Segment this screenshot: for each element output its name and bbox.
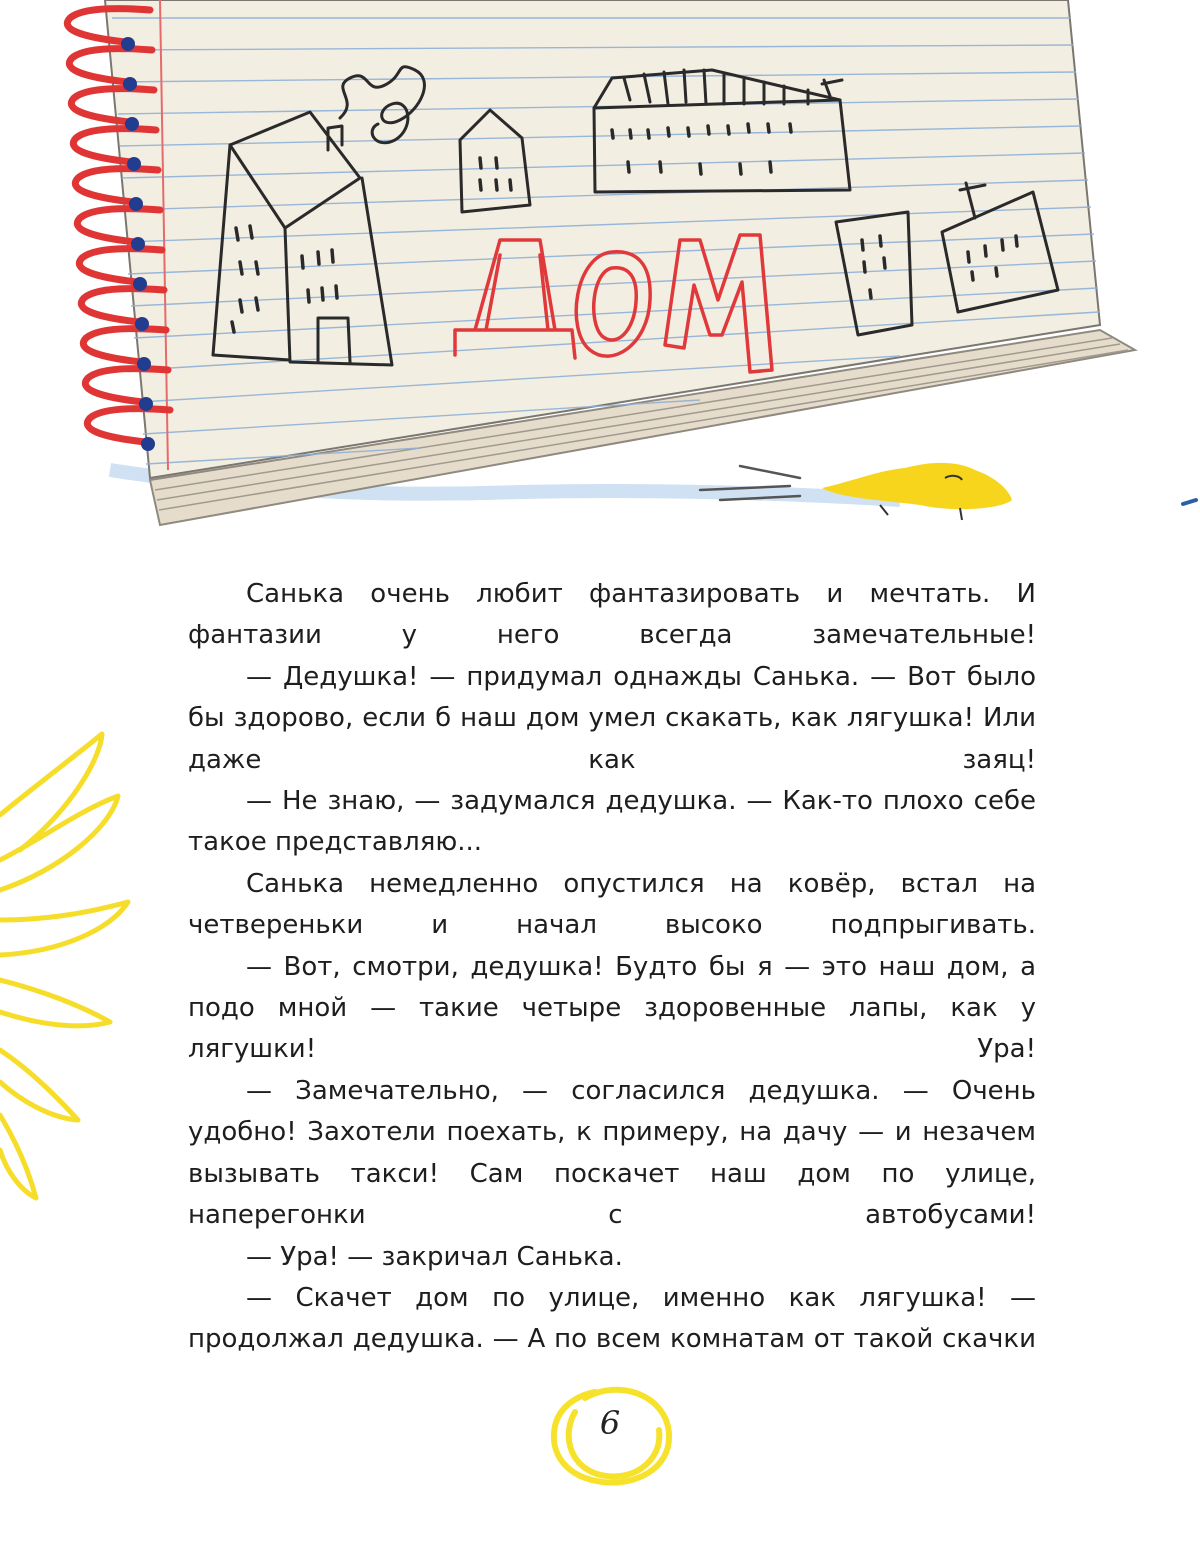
yellow-plane — [822, 463, 1012, 520]
paragraph: — Скачет дом по улице, именно как лягушка! — продолжал дедушка. — А по всем комнатам от такой скачки — [188, 1282, 1036, 1355]
notebook-illustration — [0, 0, 1200, 560]
flower-petals-decoration — [0, 720, 140, 1240]
paragraph: Санька немедленно опустился на ковёр, встал на четвереньки и начал высоко подпрыгивать. — [188, 868, 1036, 941]
paragraph: — Вот, смотри, дедушка! Будто бы я — это наш дом, а подо мной — такие четыре здоровенные лапы, как у лягушки! Ура! — [188, 951, 1036, 1065]
paragraph: — Замечательно, — согласился дедушка. — Очень удобно! Захотели поехать, к примеру, на дачу — и незачем вызывать такси! Сам поскачет наш дом по улице, наперегонки с автобусами! — [188, 1075, 1036, 1231]
paragraph: — Дедушка! — придумал однажды Санька. — Вот было бы здорово, если б наш дом умел скакать, как лягушка! Или даже как заяц! — [188, 661, 1036, 775]
paragraph: — Не знаю, — задумался дедушка. — Как-то плохо себе такое представляю... — [188, 786, 1036, 858]
page-number: 6 — [599, 1404, 621, 1442]
paragraph: Санька очень любит фантазировать и мечтать. И фантазии у него всегда замечательные! — [188, 579, 1036, 651]
paragraph: — Ура! — закричал Санька. — [246, 1241, 623, 1272]
page-number-badge — [545, 1378, 675, 1490]
story-text — [188, 574, 1036, 1361]
